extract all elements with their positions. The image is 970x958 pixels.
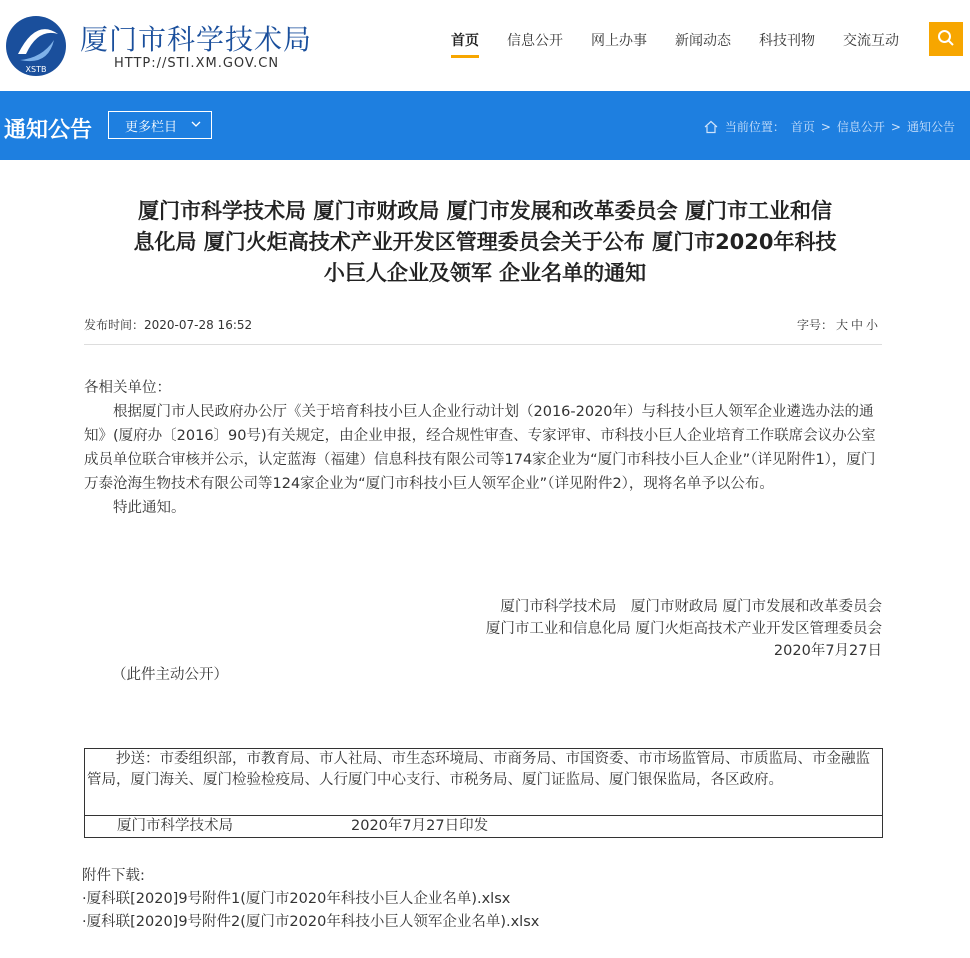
nav-info-public[interactable]: 信息公开 [507, 33, 563, 49]
issue-date: 2020年7月27日印发 [351, 818, 489, 834]
signer-line: 厦门市工业和信息化局 厦门火炬高技术产业开发区管理委员会 [485, 621, 882, 637]
nav-news[interactable]: 新闻动态 [675, 33, 731, 49]
section-band [0, 91, 970, 160]
signer-line: 厦门市科学技术局 厦门市财政局 厦门市发展和改革委员会 [500, 599, 882, 615]
article-title-line: 息化局 厦门火炬高技术产业开发区管理委员会关于公布 厦门市2020年科技 [133, 230, 837, 254]
nav-publications[interactable]: 科技刊物 [759, 33, 815, 49]
greeting: 各相关单位： [84, 380, 171, 396]
section-title: 通知公告 [4, 118, 93, 143]
issuer: 厦门市科学技术局 [117, 818, 233, 834]
issue-row [85, 816, 883, 838]
sign-date: 2020年7月27日 [773, 643, 882, 659]
search-button[interactable] [929, 22, 963, 56]
public-note: （此件主动公开） [112, 667, 228, 683]
nav-home[interactable]: 首页 [451, 30, 479, 50]
more-columns-dropdown[interactable] [108, 111, 212, 139]
breadcrumb-notices[interactable]: 通知公告 [906, 120, 955, 134]
logo-text: XSTB [25, 65, 47, 74]
breadcrumb [704, 118, 958, 135]
cc-text: 抄送：市委组织部，市教育局、市人社局、市生态环境局、市商务局、市国资委、市市场监管局、市质监局、市金融监管局，厦门海关、厦门检验检疫局、人行厦门中心支行、市税务局、厦门证监局、厦门银保监局，各区政府。 [85, 749, 883, 816]
breadcrumb-separator: > [820, 119, 831, 134]
font-size-label: 字号： [796, 318, 833, 332]
attachments [82, 865, 539, 934]
search-icon [937, 29, 955, 47]
breadcrumb-home[interactable]: 首页 [790, 120, 815, 134]
site-url: HTTP://STI.XM.GOV.CN [114, 56, 280, 71]
breadcrumb-info-public[interactable]: 信息公开 [836, 120, 885, 134]
meta-divider [84, 344, 882, 345]
attachment-link-1[interactable]: ·厦科联[2020]9号附件1(厦门市2020年科技小巨人企业名单).xlsx [82, 891, 511, 907]
font-size-medium[interactable]: 中 [850, 318, 863, 332]
nav-interaction[interactable]: 交流互动 [843, 33, 899, 49]
breadcrumb-separator: > [890, 119, 901, 134]
publish-time: 发布时间：2020-07-28 16:52 [84, 318, 253, 332]
signers [486, 596, 882, 662]
site-logo[interactable] [4, 14, 68, 78]
font-size-small[interactable]: 小 [865, 318, 878, 332]
home-icon [704, 120, 718, 134]
article-body [84, 376, 882, 520]
body-paragraph: 根据厦门市人民政府办公厅《关于培育科技小巨人企业行动计划（2016-2020年）与科技小巨人领军企业遴选办法的通知》(厦府办〔2016〕90号)有关规定，由企业申报，经合规性审查、专家评审、市科技小巨人企业培育工作联席会议办公室成员单位联合审核并公示，认定蓝海（福建）信息科技有限公司等174家企业为“厦门市科技小巨人企业”（详见附件1），厦门万泰沧海生物技术有限公司等124家企业为“厦门市科技小巨人领军企业”（详见附件2），现将名单予以公布。 [84, 404, 876, 492]
cc-table [84, 748, 883, 838]
font-size-switcher [797, 316, 878, 333]
main-nav [437, 30, 913, 50]
article-title-line: 小巨人企业及领军 企业名单的通知 [323, 261, 647, 285]
site-name[interactable]: 厦门市科学技术局 [80, 23, 313, 56]
font-size-large[interactable]: 大 [835, 318, 848, 332]
article-title-line: 厦门市科学技术局 厦门市财政局 厦门市发展和改革委员会 厦门市工业和信 [138, 199, 832, 223]
attachments-label: 附件下载: [82, 868, 145, 884]
chevron-down-icon [189, 117, 203, 131]
article-title [80, 196, 890, 289]
more-columns-label: 更多栏目 [125, 119, 178, 135]
attachment-link-2[interactable]: ·厦科联[2020]9号附件2(厦门市2020年科技小巨人领军企业名单).xlsx [82, 914, 540, 930]
nav-online-service[interactable]: 网上办事 [591, 33, 647, 49]
closing: 特此通知。 [113, 500, 186, 516]
site-header [0, 0, 970, 91]
breadcrumb-label: 当前位置： [724, 120, 785, 134]
